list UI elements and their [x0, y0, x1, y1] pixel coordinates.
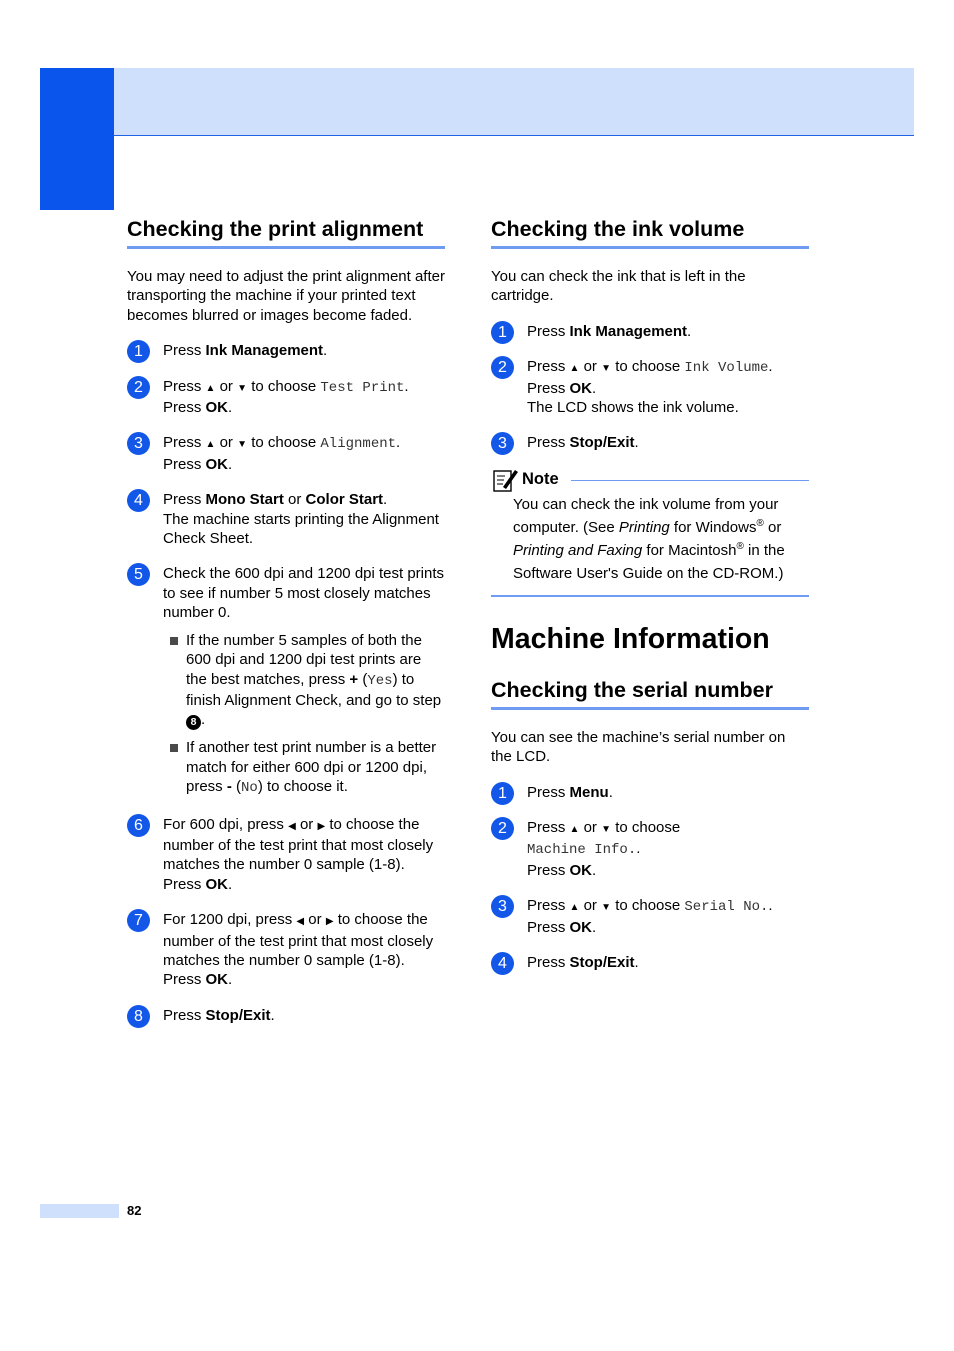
ink-step-2: 2 Press ▲ or ▼ to choose Ink Volume. Press OK. The LCD shows the ink volume. — [491, 357, 809, 417]
lcd-option: Test Print — [320, 379, 405, 396]
up-arrow-icon: ▲ — [569, 363, 580, 375]
step-7: 7 For 1200 dpi, press ◀ or ▶ to choose the number of the test print that most closely matches the number 0 sample (1-8). Press OK. — [127, 910, 445, 990]
step-number: 2 — [491, 817, 514, 840]
left-arrow-icon: ◀ — [288, 820, 296, 832]
step-number: 3 — [491, 895, 514, 918]
note-rule — [571, 480, 809, 481]
step-4: 4 Press Mono Start or Color Start. The machine starts printing the Alignment Check Sheet. — [127, 490, 445, 548]
step-3: 3 Press ▲ or ▼ to choose Alignment. Press OK. — [127, 433, 445, 474]
down-arrow-icon: ▼ — [237, 439, 248, 451]
step-2: 2 Press ▲ or ▼ to choose Test Print. Press OK. — [127, 377, 445, 418]
square-bullet-icon — [170, 744, 178, 752]
step-number: 4 — [127, 489, 150, 512]
serial-step-4: 4 Press Stop/Exit. — [491, 953, 809, 972]
intro-serial-number: You can see the machine’s serial number on the LCD. — [491, 728, 786, 766]
lcd-option: Alignment — [320, 436, 397, 453]
ink-step-3: 3 Press Stop/Exit. — [491, 433, 809, 452]
footer-bar — [40, 1204, 119, 1218]
lcd-option: Machine Info. — [527, 842, 637, 859]
bullet-item: If another test print number is a better match for either 600 dpi or 1200 dpi, press - (No) to choose it. — [127, 738, 445, 798]
step-number: 4 — [491, 952, 514, 975]
step-5: 5 Check the 600 dpi and 1200 dpi test prints to see if number 5 most closely matches number 0. — [127, 564, 445, 622]
down-arrow-icon: ▼ — [601, 363, 612, 375]
step-number: 1 — [491, 782, 514, 805]
serial-step-3: 3 Press ▲ or ▼ to choose Serial No.. Press OK. — [491, 896, 809, 937]
up-arrow-icon: ▲ — [569, 824, 580, 836]
step-number: 2 — [491, 356, 514, 379]
right-arrow-icon: ▶ — [317, 820, 326, 832]
bullet-item: If the number 5 samples of both the 600 dpi and 1200 dpi test prints are the best matches, press + (Yes) to finish Alignment Check, and go to step 8 . — [127, 631, 445, 731]
ink-step-1: 1 Press Ink Management. — [491, 322, 809, 341]
step-number: 5 — [127, 563, 150, 586]
left-column — [127, 214, 445, 1025]
note-label: Note — [522, 469, 559, 488]
note-pencil-icon — [493, 467, 519, 493]
step-number: 2 — [127, 376, 150, 399]
section-heading-ink-volume: Checking the ink volume — [491, 214, 809, 249]
step-number: 3 — [491, 432, 514, 455]
note-body: You can check the ink volume from your computer. (See Printing for Windows® or Printing and Faxing for Macintosh® in the Software User's Guide on the CD-ROM.) — [513, 495, 785, 582]
serial-step-1: 1 Press Menu. — [491, 783, 809, 802]
intro-print-alignment: You may need to adjust the print alignment after transporting the machine if your printed text becomes blurred or images become faded. — [127, 268, 445, 324]
step-8: 8 Press Stop/Exit. — [127, 1006, 445, 1025]
up-arrow-icon: ▲ — [205, 439, 216, 451]
step-number: 7 — [127, 909, 150, 932]
up-arrow-icon: ▲ — [569, 902, 580, 914]
up-arrow-icon: ▲ — [205, 382, 216, 394]
lcd-option: Serial No. — [684, 899, 769, 916]
key-label: Ink Management — [205, 342, 324, 360]
header-band — [40, 68, 914, 136]
step-6: 6 For 600 dpi, press ◀ or ▶ to choose the number of the test print that most closely matches the number 0 sample (1-8). Press OK. — [127, 815, 445, 895]
left-arrow-icon: ◀ — [296, 916, 305, 928]
intro-ink-volume: You can check the ink that is left in the cartridge. — [491, 268, 746, 305]
step-number: 3 — [127, 432, 150, 455]
step-number: 1 — [127, 340, 150, 363]
step-1: 1 Press Ink Management. — [127, 341, 445, 360]
page-number: 82 — [127, 1203, 142, 1218]
serial-step-2: 2 Press ▲ or ▼ to choose Machine Info.. Press OK. — [491, 818, 809, 880]
step-number: 8 — [127, 1005, 150, 1028]
chapter-heading: Machine Information — [491, 622, 770, 655]
right-arrow-icon: ▶ — [325, 916, 334, 928]
chapter-tab — [40, 68, 114, 210]
step-number: 6 — [127, 814, 150, 837]
square-bullet-icon — [170, 637, 178, 645]
step-ref-icon: 8 — [186, 715, 201, 730]
down-arrow-icon: ▼ — [601, 902, 612, 914]
right-column — [491, 214, 809, 973]
note-header — [491, 467, 809, 493]
note-box — [491, 467, 809, 597]
step-number: 1 — [491, 321, 514, 344]
section-heading-serial-number: Checking the serial number — [491, 675, 809, 710]
lcd-option: Ink Volume — [684, 360, 769, 377]
down-arrow-icon: ▼ — [601, 824, 612, 836]
down-arrow-icon: ▼ — [237, 382, 248, 394]
section-heading-print-alignment: Checking the print alignment — [127, 214, 445, 249]
